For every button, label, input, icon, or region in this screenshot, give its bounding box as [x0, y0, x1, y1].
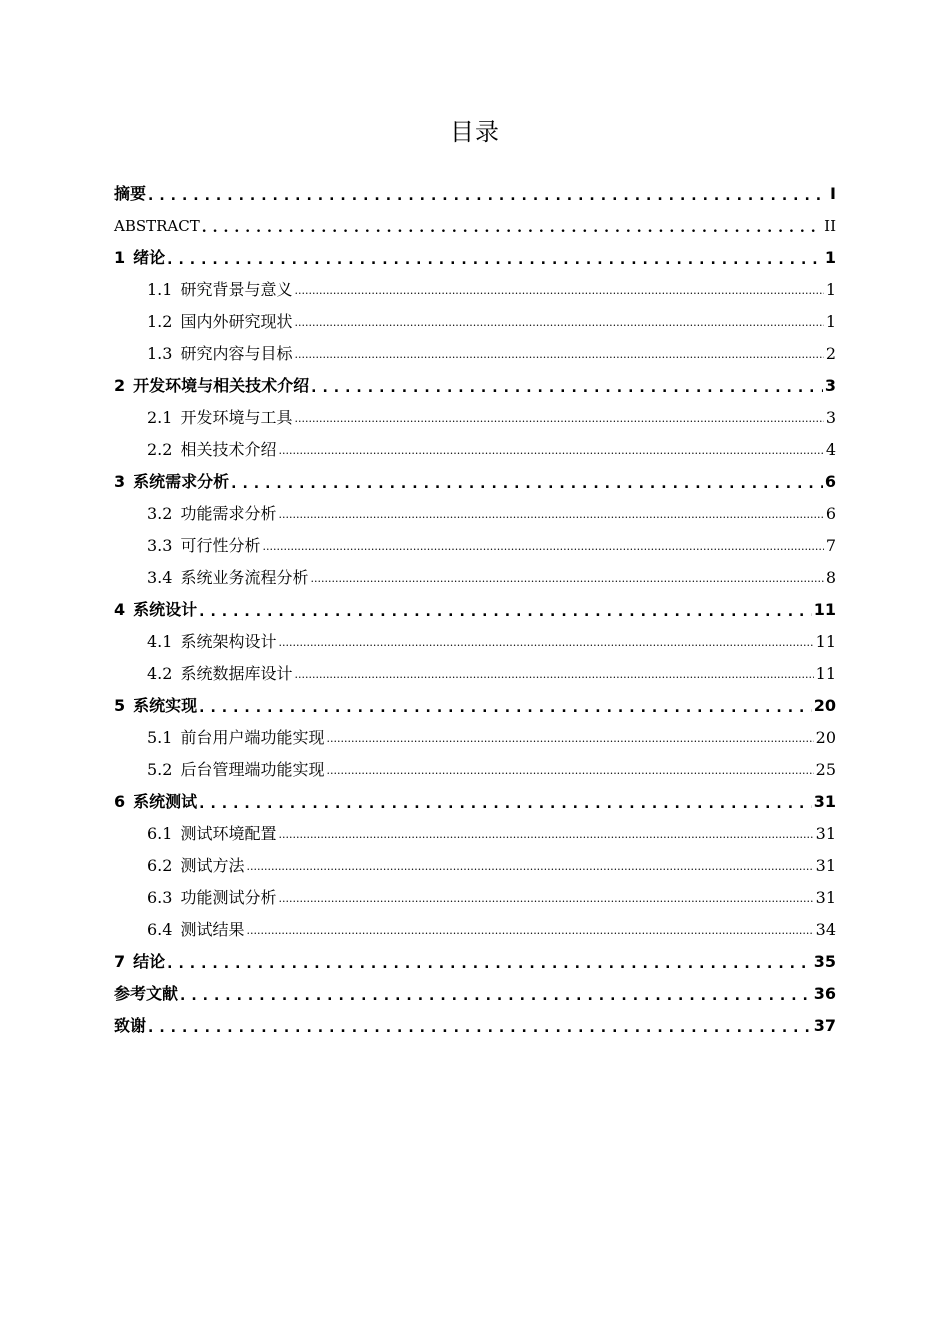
toc-entry-number: 5 [114, 696, 126, 715]
toc-entry-title: ABSTRACT [114, 217, 200, 235]
toc-entry-page-number: 20 [815, 728, 836, 747]
toc-entry-title: 致谢 [114, 1016, 147, 1035]
toc-entry[interactable] [114, 498, 836, 530]
toc-dot-leader [294, 402, 823, 434]
toc-entry-title: 研究背景与意义 [180, 280, 293, 299]
toc-entry-title: 系统需求分析 [133, 472, 230, 491]
toc-dot-leader [199, 786, 812, 818]
toc-entry[interactable] [114, 690, 836, 722]
toc-entry-number: 5.2 [147, 760, 173, 779]
toc-entry[interactable] [114, 978, 836, 1010]
toc-entry-number: 6.4 [147, 920, 173, 939]
toc-entry-title: 测试环境配置 [180, 824, 277, 843]
toc-entry-page-number: 20 [813, 696, 836, 715]
toc-dot-leader [246, 914, 813, 946]
toc-entry-page-number: 3 [824, 376, 836, 395]
toc-dot-leader [167, 242, 823, 274]
toc-dot-leader [310, 562, 823, 594]
toc-dot-leader [294, 658, 813, 690]
toc-entry-page-number: 31 [815, 856, 836, 875]
toc-entry[interactable] [114, 306, 836, 338]
toc-dot-leader [148, 178, 828, 210]
toc-entry[interactable] [114, 626, 836, 658]
toc-entry[interactable] [114, 530, 836, 562]
toc-entry[interactable] [114, 434, 836, 466]
toc-entry[interactable] [114, 754, 836, 786]
toc-entry-title: 可行性分析 [180, 536, 261, 555]
toc-dot-leader [199, 690, 812, 722]
toc-entry-title: 系统实现 [133, 696, 198, 715]
toc-entry-number: 4 [114, 600, 126, 619]
toc-entry-page-number: 2 [825, 344, 836, 363]
toc-entry[interactable] [114, 1010, 836, 1042]
toc-entry[interactable] [114, 882, 836, 914]
toc-dot-leader [246, 850, 813, 882]
toc-entry[interactable] [114, 178, 836, 210]
toc-entry-title: 摘要 [114, 184, 147, 203]
toc-entry-title: 相关技术介绍 [180, 440, 277, 459]
toc-entry-title: 测试结果 [180, 920, 245, 939]
toc-entry[interactable] [114, 210, 836, 242]
toc-dot-leader [294, 306, 823, 338]
toc-entry-number: 1.1 [147, 280, 173, 299]
toc-dot-leader [326, 722, 813, 754]
toc-entry-page-number: 36 [813, 984, 836, 1003]
toc-dot-leader [278, 818, 813, 850]
toc-entry[interactable] [114, 594, 836, 626]
toc-entry-number: 1.3 [147, 344, 173, 363]
toc-entry-page-number: 4 [825, 440, 836, 459]
toc-entry-title: 系统测试 [133, 792, 198, 811]
toc-dot-leader [294, 274, 823, 306]
toc-entry-page-number: 3 [825, 408, 836, 427]
toc-entry-number: 6.1 [147, 824, 173, 843]
toc-entry-number: 3.4 [147, 568, 173, 587]
toc-dot-leader [148, 1010, 812, 1042]
toc-entry-number: 3 [114, 472, 126, 491]
toc-entry-title: 功能测试分析 [180, 888, 277, 907]
toc-entry-page-number: 8 [825, 568, 836, 587]
toc-entry[interactable] [114, 274, 836, 306]
toc-entry-number: 6.2 [147, 856, 173, 875]
toc-entry-number: 6 [114, 792, 126, 811]
toc-dot-leader [199, 594, 812, 626]
toc-entry-title: 后台管理端功能实现 [180, 760, 325, 779]
toc-entry[interactable] [114, 402, 836, 434]
toc-entry-page-number: 6 [825, 504, 836, 523]
toc-entry-number: 2 [114, 376, 126, 395]
toc-entry-number: 7 [114, 952, 126, 971]
toc-entry-number: 2.1 [147, 408, 173, 427]
toc-entry-page-number: 1 [825, 280, 836, 299]
toc-entry-page-number: 1 [825, 312, 836, 331]
toc-entry-page-number: 11 [815, 664, 836, 683]
toc-entry[interactable] [114, 338, 836, 370]
toc-entry-number: 6.3 [147, 888, 173, 907]
toc-entry-number: 4.1 [147, 632, 173, 651]
toc-dot-leader [294, 338, 823, 370]
toc-entry-page-number: 35 [813, 952, 836, 971]
toc-entry-number: 1.2 [147, 312, 173, 331]
toc-entry-number: 4.2 [147, 664, 173, 683]
toc-entry-page-number: 6 [824, 472, 836, 491]
toc-entry[interactable] [114, 786, 836, 818]
toc-entry-page-number: 11 [815, 632, 836, 651]
toc-entry-title: 结论 [133, 952, 166, 971]
toc-entry[interactable] [114, 370, 836, 402]
toc-entry[interactable] [114, 722, 836, 754]
toc-entry-title: 参考文献 [114, 984, 179, 1003]
toc-entry-title: 测试方法 [180, 856, 245, 875]
toc-entry-title: 绪论 [133, 248, 166, 267]
toc-entry-page-number: I [830, 184, 836, 203]
toc-entry[interactable] [114, 946, 836, 978]
toc-entry-title: 研究内容与目标 [180, 344, 293, 363]
toc-entry-title: 国内外研究现状 [180, 312, 293, 331]
toc-entry-page-number: 31 [813, 792, 836, 811]
toc-dot-leader [278, 626, 813, 658]
toc-entry-page-number: 37 [813, 1016, 836, 1035]
toc-dot-leader [311, 370, 823, 402]
toc-entry-page-number: 1 [824, 248, 836, 267]
toc-entry-page-number: 31 [815, 888, 836, 907]
toc-entry-number: 1 [114, 248, 126, 267]
toc-entry-page-number: 31 [815, 824, 836, 843]
toc-entry[interactable] [114, 242, 836, 274]
toc-entry-title: 系统业务流程分析 [180, 568, 309, 587]
toc-entry-title: 前台用户端功能实现 [180, 728, 325, 747]
toc-dot-leader [180, 978, 812, 1010]
toc-entry-number: 3.3 [147, 536, 173, 555]
toc-entry-number: 5.1 [147, 728, 173, 747]
toc-entry[interactable] [114, 466, 836, 498]
toc-dot-leader [278, 498, 823, 530]
toc-dot-leader [278, 882, 813, 914]
toc-entry[interactable] [114, 658, 836, 690]
toc-dot-leader [202, 210, 822, 242]
toc-entry-number: 3.2 [147, 504, 173, 523]
toc-entry-title: 开发环境与相关技术介绍 [133, 376, 310, 395]
toc-dot-leader [262, 530, 823, 562]
toc-entry[interactable] [114, 914, 836, 946]
toc-entry-number: 2.2 [147, 440, 173, 459]
toc-dot-leader [231, 466, 823, 498]
toc-entry[interactable] [114, 818, 836, 850]
toc-dot-leader [278, 434, 823, 466]
toc-entry-title: 系统数据库设计 [180, 664, 293, 683]
toc-dot-leader [326, 754, 813, 786]
toc-entry[interactable] [114, 850, 836, 882]
table-of-contents [114, 178, 836, 1042]
toc-title: 目录 [450, 118, 500, 146]
toc-entry-page-number: 11 [813, 600, 836, 619]
toc-entry-title: 功能需求分析 [180, 504, 277, 523]
toc-entry-title: 开发环境与工具 [180, 408, 293, 427]
toc-entry-page-number: 25 [815, 760, 836, 779]
toc-entry[interactable] [114, 562, 836, 594]
toc-entry-page-number: 34 [815, 920, 836, 939]
toc-entry-page-number: II [824, 217, 836, 235]
toc-entry-title: 系统设计 [133, 600, 198, 619]
toc-entry-page-number: 7 [825, 536, 836, 555]
toc-dot-leader [167, 946, 812, 978]
toc-entry-title: 系统架构设计 [180, 632, 277, 651]
